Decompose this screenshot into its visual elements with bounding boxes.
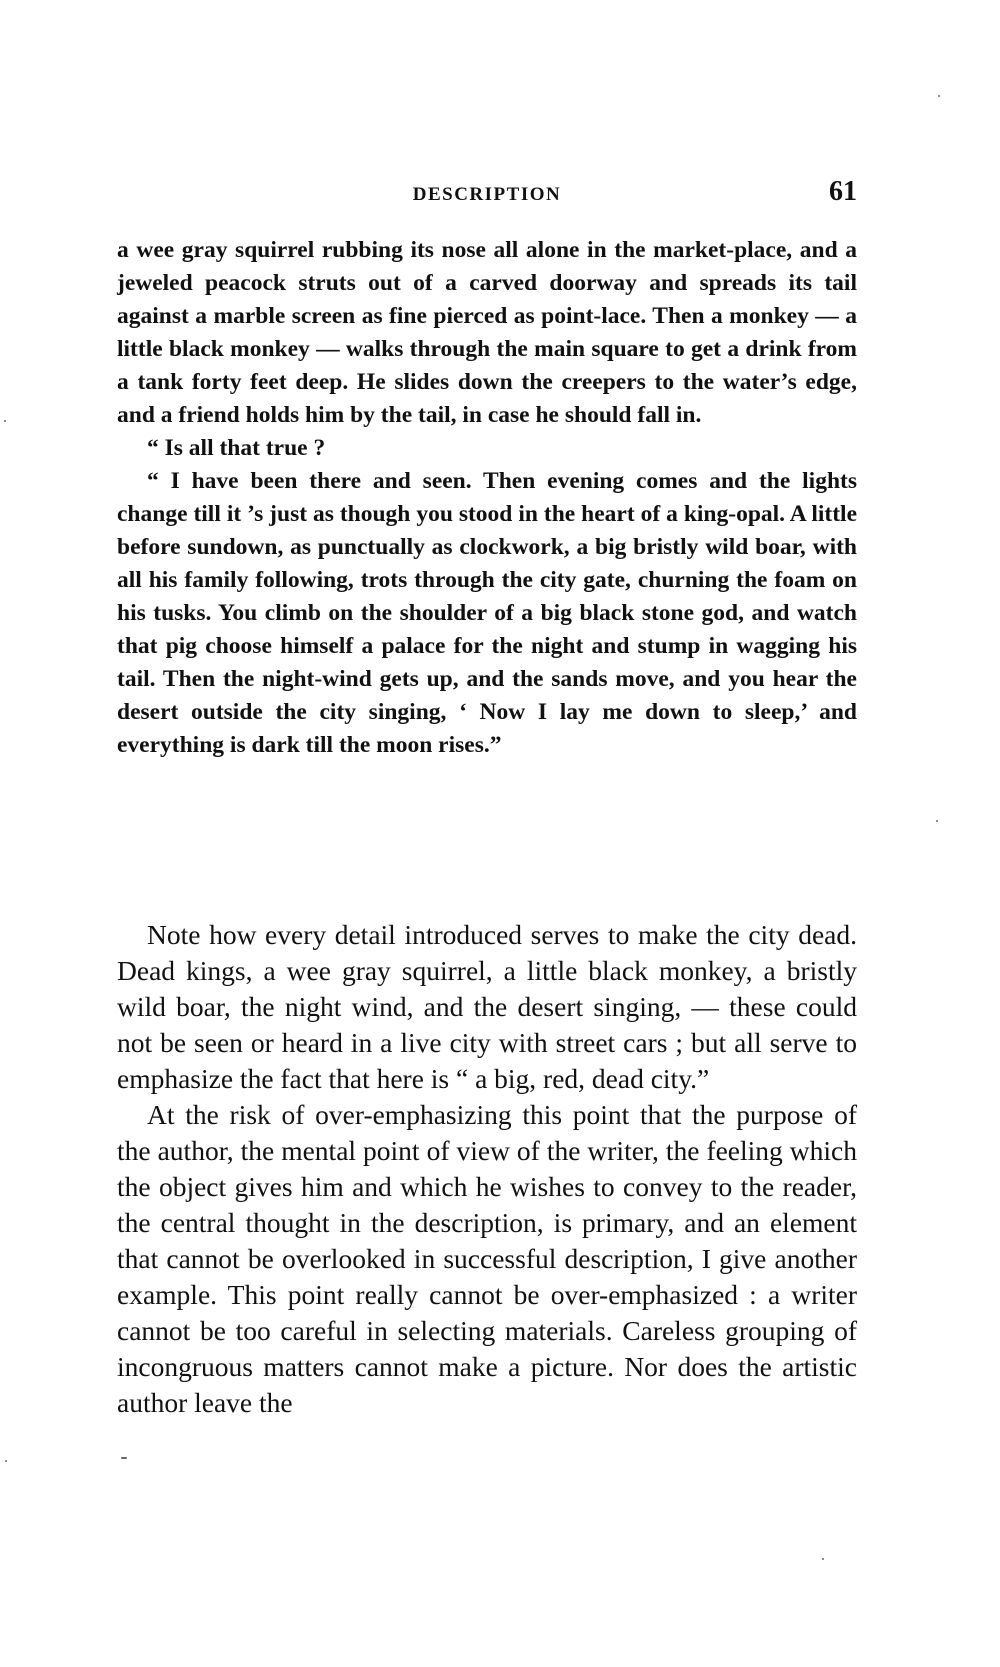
quote-paragraph-3: “ I have been there and seen. Then evening comes and the lights change till it ’s just as though you stood in the heart of a king-opal. A little before sundown, as punctually as clockwork, a big bristly wild boar, with all his family following, trots through the city gate, churning the foam on his tusks. You climb on the shoulder of a big black stone god, and watch that pig choose himself a palace for the night and stump in wagging his tail. Then the night-wind gets up, and the sands move, and you hear the desert outside the city singing, ‘ Now I lay me down to sleep,’ and everything is dark till the moon rises.” — [117, 468, 857, 758]
running-head-title: DESCRIPTION — [412, 184, 562, 205]
running-head — [117, 176, 857, 216]
quote-paragraph-1: a wee gray squirrel rubbing its nose all alone in the market-place, and a jeweled peacock struts out of a carved doorway and spreads its tail against a marble screen as fine pierced as point-lace. Then a monkey — a little black monkey — walks through the main square to get a drink from a tank forty feet deep. He slides down the creepers to the water’s edge, and a friend holds him by the tail, in case he should fall in. — [117, 237, 857, 428]
page-number: 61 — [829, 176, 857, 207]
quoted-passage — [117, 234, 857, 762]
main-text — [117, 917, 857, 1421]
main-paragraph-1: Note how every detail introduced serves to make the city dead. Dead kings, a wee gray squirrel, a little black monkey, a bristly wild boar, the night wind, and the desert singing, — these could not be seen or heard in a live city with street cars ; but all serve to emphasize the fact that here is “ a big, red, dead city.” — [117, 919, 857, 1094]
main-paragraph-2: At the risk of over-emphasizing this point that the purpose of the author, the mental point of view of the writer, the feeling which the object gives him and which he wishes to convey to the reader, the central thought in the description, is primary, and an element that cannot be overlooked in successful description, I give another example. This point really cannot be over-emphasized : a writer cannot be too careful in selecting materials. Careless grouping of incongruous matters cannot make a picture. Nor does the artistic author leave the — [117, 1099, 857, 1418]
quote-paragraph-2: “ Is all that true ? — [147, 435, 326, 461]
